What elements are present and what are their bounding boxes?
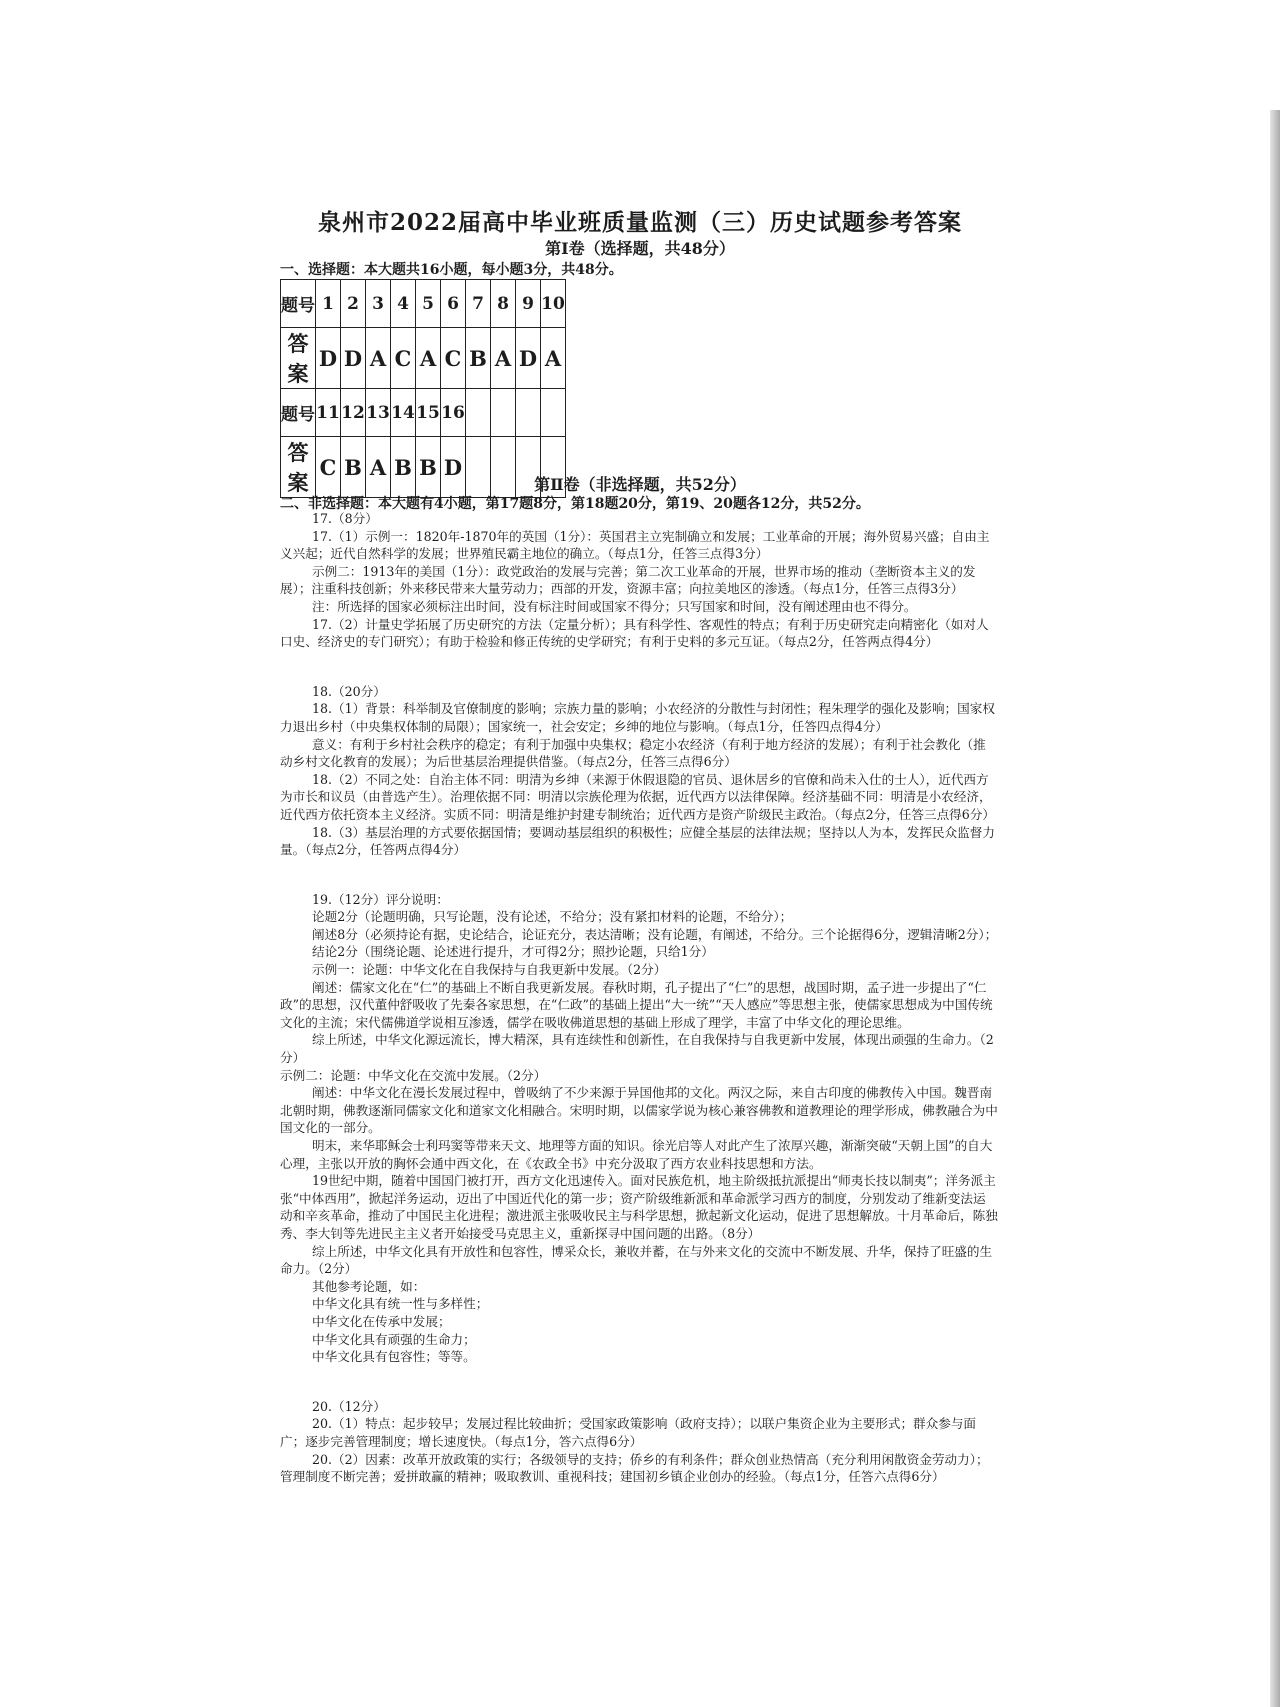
q17-part2: 17.（2）计量史学拓展了历史研究的方法（定量分析）；具有科学性、客观性的特点；有利于历史研究走向精密化（如对人口史、经济史的专门研究）；有助于检验和修正传统的史学研究；有利于史料的多元互证。（每点2分，任答两点得4分） [280,616,989,650]
page-edge-shadow [1270,110,1280,1707]
q18-part1-significance: 意义：有利于乡村社会秩序的稳定；有利于加强中央集权；稳定小农经济（有利于地方经济的发展）；有利于社会教化（推动乡村文化教育的发展）；为后世基层治理提供借鉴。（每点2分，任答三点得6分） [280,736,986,770]
answer-cell: C [441,328,466,389]
answer-cell: D [316,328,341,389]
question-number: 14 [391,389,416,437]
question-number: 12 [341,389,366,437]
q19-thesis-rule: 论题2分（论题明确，只写论题，没有论述，不给分；没有紧扣材料的论题，不给分）； [312,909,793,925]
question-number: 9 [516,280,541,328]
q18-part1-background: 18.（1）背景：科举制及官僚制度的影响；宗族力量的影响；小农经济的分散性与封闭性；程朱理学的强化及影响；国家权力退出乡村（中央集权体制的局限）；国家统一，社会安定；乡绅的地位与影响。（每点1分，任答四点得4分） [280,701,995,734]
q19-example2-ming: 明末，来华耶稣会士利玛窦等带来天文、地理等方面的知识。徐光启等人对此产生了浓厚兴趣，渐渐突破“天朝上国”的自大心理，主张以开放的胸怀会通中西文化，在《农政全书》中充分汲取了西方农业科技思想和方法。 [280,1138,993,1171]
part1-heading: 第Ⅰ卷（选择题，共48分） [545,239,735,258]
q20-part1: 20.（1）特点：起步较早；发展过程比较曲折；受国家政策影响（政府支持）；以联户集资企业为主要形式；群众参与面广；逐步完善管理制度；增长速度快。（每点1分，答六点得6分） [280,1416,977,1449]
question-number: 13 [366,389,391,437]
part2-section-title: 二、非选择题：本大题有4小题，第17题8分，第18题20分，第19、20题各12分，共52分。 [280,496,870,512]
answer-cell: A [366,328,391,389]
question-number: 15 [416,389,441,437]
answer-cell: B [391,437,416,498]
answer-cell: D [441,437,466,498]
question-number-label: 题号 [281,389,316,437]
question-number: 6 [441,280,466,328]
document-title: 泉州市2022届高中毕业班质量监测（三）历史试题参考答案 [317,209,962,236]
q19-example2-modern: 19世纪中期，随着中国国门被打开，西方文化迅速传入。面对民族危机，地主阶级抵抗派提出“师夷长技以制夷”；洋务派主张“中体西用”，掀起洋务运动，迈出了中国近代化的第一步；资产阶级维新派和革命派学习西方的制度，分别发动了维新变法运动和辛亥革命，推动了中国民主化进程；激进派主张吸收民主与科学思想，掀起新文化运动，促进了思想解放。十月革命后，陈独秀、李大钊等先进民主主义者开始接受马克思主义，重新探寻中国问题的出路。（8分） [280,1173,998,1241]
q19-example2-conclusion: 综上所述，中华文化具有开放性和包容性，博采众长，兼收并蓄，在与外来文化的交流中不断发展、升华，保持了旺盛的生命力。（2分） [280,1243,993,1277]
answer-cell: A [366,437,391,498]
answer-cell: A [491,328,516,389]
q20-part2: 20.（2）因素：改革开放政策的实行；各级领导的支持；侨乡的有利条件；群众创业热情高（充分利用闲散资金劳动力）；管理制度不断完善；爱拼敢赢的精神；吸取教训、重视科技；建国初乡镇企业创办的经验。（每点1分，任答六点得6分） [280,1451,989,1485]
answer-cell: A [541,328,566,389]
q18-part3: 18.（3）基层治理的方式要依据国情；要调动基层组织的积极性；应健全基层的法律法规；坚持以人为本，发挥民众监督力量。（每点2分，任答两点得4分） [280,824,995,858]
q18-part2: 18.（2）不同之处：自治主体不同：明清为乡绅（来源于休假退隐的官员、退休居乡的官僚和尚未入仕的士人），近代西方为市长和议员（由普选产生）。治理依据不同：明清以宗族伦理为依据，近代西方以法律保障。经济基础不同：明清是小农经济，近代西方依托资本主义经济。实质不同：明清是维护封建专制统治；近代西方是资产阶级民主政治。（每点2分，任答三点得6分） [280,771,995,822]
question-number [466,389,491,437]
answer-cell: B [466,328,491,389]
q19-example2-thesis: 示例二：论题：中华文化在交流中发展。（2分） [280,1067,547,1083]
answer-cell: C [316,437,341,498]
question-number: 4 [391,280,416,328]
q19-other-thesis-item: 中华文化具有顽强的生命力； [312,1331,476,1347]
answer-table-answer-row [281,328,566,389]
q18-heading: 18.（20分） [312,683,386,699]
q19-other-theses: 其他参考论题，如： [312,1278,426,1294]
question-number [491,389,516,437]
q19-example1-thesis: 示例一：论题：中华文化在自我保持与自我更新中发展。（2分） [312,962,667,978]
q17-part1-example1: 17.（1）示例一：1820年-1870年的英国（1分）：英国君主立宪制确立和发展；工业革命的开展；海外贸易兴盛；自由主义兴起；近代自然科学的发展；世界殖民霸主地位的确立。（每点1分，任答三点得3分） [280,528,990,562]
q19-other-thesis-item: 中华文化具有统一性与多样性； [312,1296,489,1312]
question-number [541,389,566,437]
q20-heading: 20.（12分） [312,1398,386,1414]
answer-body [280,510,998,1486]
question-number: 3 [366,280,391,328]
q19-example2-argument: 阐述：中华文化在漫长发展过程中，曾吸纳了不少来源于异国他邦的文化。两汉之际，来自古印度的佛教传入中国。魏晋南北朝时期，佛教逐渐同儒家文化和道家文化相融合。宋明时期，以儒家学说为核心兼容佛教和道教理论的理学形成，佛教融合为中国文化的一部分。 [280,1085,998,1136]
question-number: 11 [316,389,341,437]
question-number-label: 题号 [281,280,316,328]
part2-heading: 第Ⅱ卷（非选择题，共52分） [534,475,746,494]
question-number: 8 [491,280,516,328]
question-number: 2 [341,280,366,328]
answer-table-number-row [281,280,566,328]
answer-label: 答案 [281,328,316,389]
part1-section-title: 一、选择题：本大题共16小题，每小题3分，共48分。 [280,262,623,278]
question-number: 7 [466,280,491,328]
q17-part1-example2: 示例二：1913年的美国（1分）：政党政治的发展与完善；第二次工业革命的开展，世界市场的推动（垄断资本主义的发展）；注重科技创新；外来移民带来大量劳动力；西部的开发，资源丰富；向拉美地区的渗透。（每点1分，任答三点得3分） [280,563,976,597]
question-number: 5 [416,280,441,328]
q17-heading: 17.（8分） [312,511,378,526]
question-number: 16 [441,389,466,437]
answer-cell: D [516,328,541,389]
q19-argument-rule: 阐述8分（必须持论有据，史论结合，论证充分，表达清晰；没有论题，有阐述，不给分。三个论据得6分，逻辑清晰2分）； [312,926,998,942]
answer-label: 答案 [281,437,316,498]
q19-example1-argument: 阐述：儒家文化在“仁”的基础上不断自我更新发展。春秋时期，孔子提出了“仁”的思想，战国时期，孟子进一步提出了“仁政”的思想，汉代董仲舒吸收了先秦各家思想，在“仁政”的基础上提出“大一统”“天人感应”等思想主张，使儒家思想成为中国传统文化的主流；宋代儒佛道学说相互渗透，儒学在吸收佛道思想的基础上形成了理学，丰富了中华文化的理论思维。 [280,979,993,1030]
question-number: 1 [316,280,341,328]
answer-table-number-row [281,389,566,437]
answer-cell: B [341,437,366,498]
question-number: 10 [541,280,566,328]
question-number [516,389,541,437]
q19-example1-conclusion: 综上所述，中华文化源远流长，博大精深，具有连续性和创新性，在自我保持与自我更新中发展，体现出顽强的生命力。（2分） [280,1032,994,1066]
q19-heading: 19.（12分）评分说明： [312,891,449,907]
q19-other-thesis-item: 中华文化具有包容性；等等。 [312,1349,476,1365]
q17-note: 注：所选择的国家必须标注出时间，没有标注时间或国家不得分；只写国家和时间，没有阐述理由也不得分。 [312,598,917,614]
answer-cell: D [341,328,366,389]
answer-cell: B [416,437,441,498]
answer-cell: C [391,328,416,389]
answer-cell: A [416,328,441,389]
q19-other-thesis-item: 中华文化在传承中发展； [312,1313,451,1329]
answer-table [280,279,566,498]
q19-conclusion-rule: 结论2分（围绕论题、论述进行提升，才可得2分；照抄论题，只给1分） [312,944,714,960]
